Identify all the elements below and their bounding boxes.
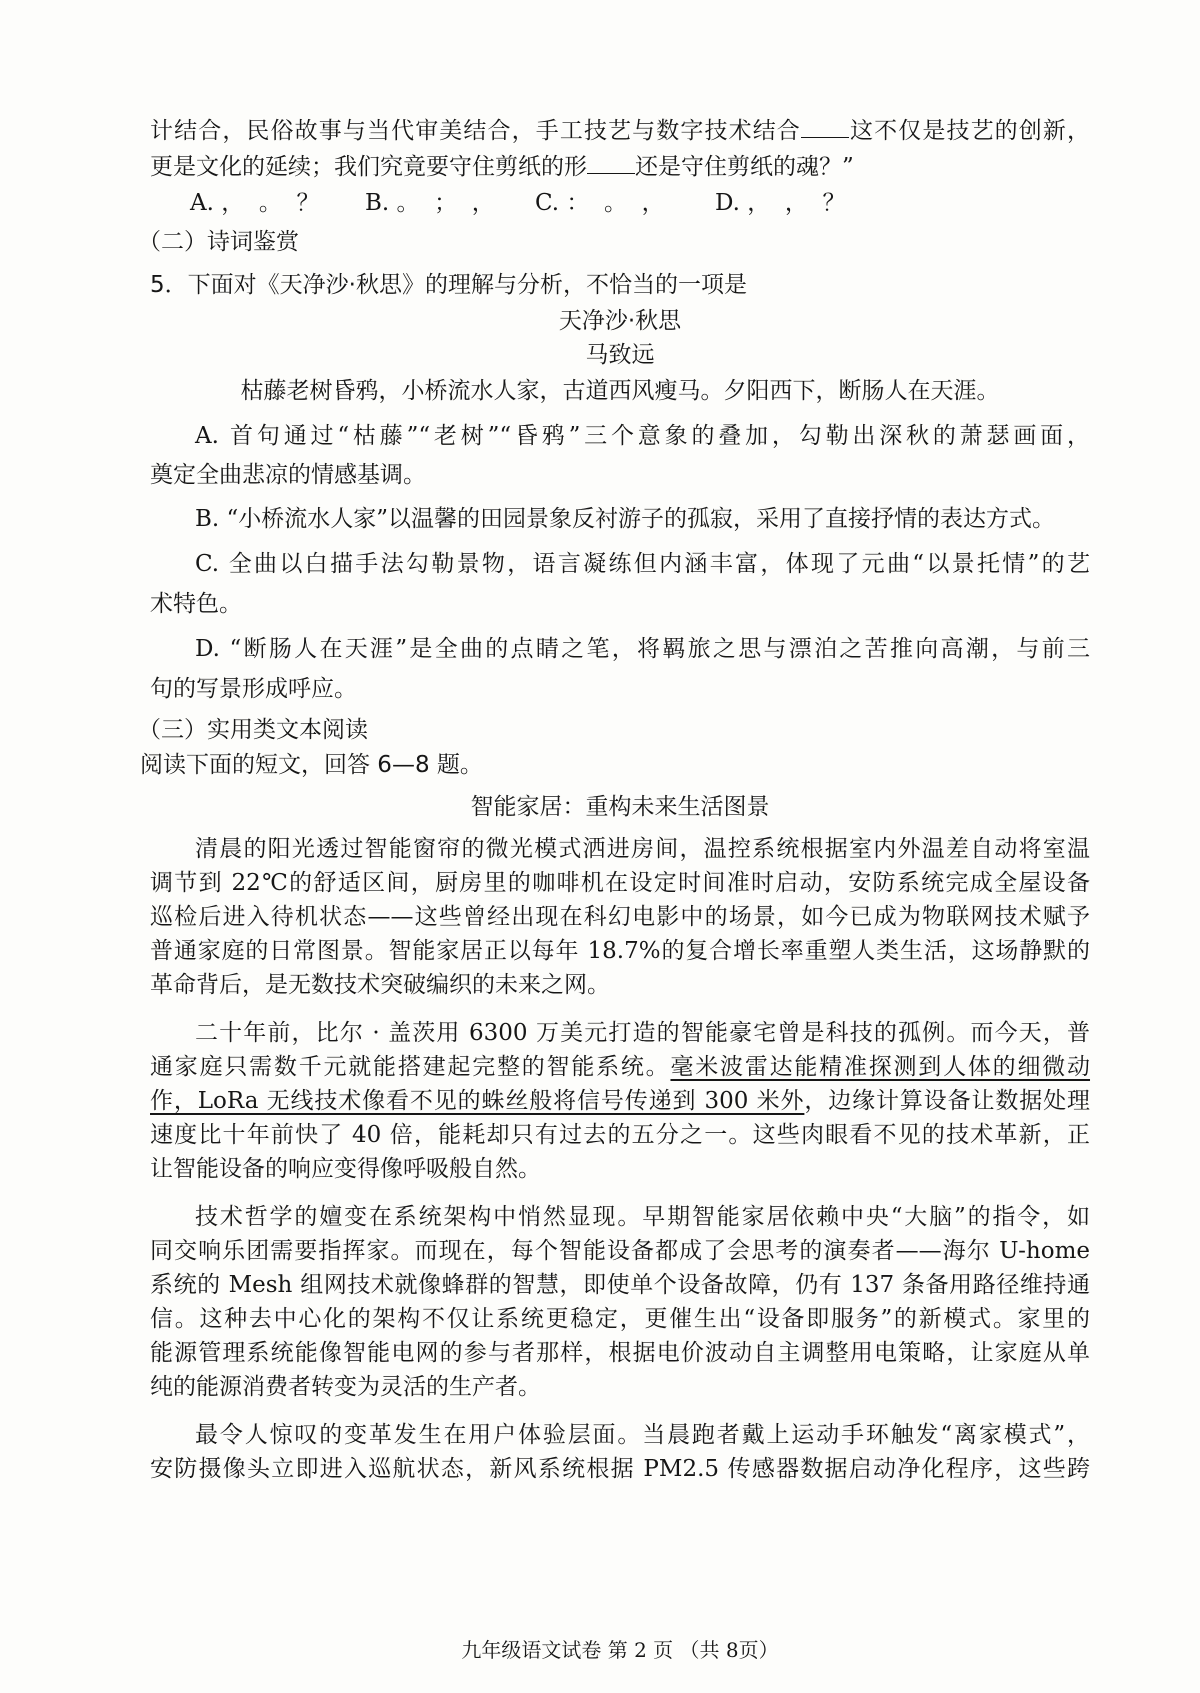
article-p3-line: 能源管理系统能像智能电网的参与者那样，根据电价波动自主调整用电策略，让家庭从单	[150, 1340, 1090, 1366]
q4-option-d: D. ， ， ？	[715, 190, 846, 216]
article-p1-line: 调节到 22℃的舒适区间，厨房里的咖啡机在设定时间准时启动，安防系统完成全屋设备	[150, 870, 1090, 896]
intro-line-2: 更是文化的延续；我们究竟要守住剪纸的形 还是守住剪纸的魂？”	[150, 154, 854, 180]
q5-option-a-line-2: 奠定全曲悲凉的情感基调。	[150, 462, 426, 488]
q4-options	[190, 188, 910, 218]
article-p2-line: 让智能设备的响应变得像呼吸般自然。	[150, 1156, 541, 1182]
article-p3-line: 系统的 Mesh 组网技术就像蜂群的智慧，即使单个设备故障，仍有 137 条备用路径维持通	[150, 1272, 1090, 1298]
article-title: 智能家居：重构未来生活图景	[470, 794, 770, 820]
q4-option-b: B. 。 ； ，	[365, 190, 495, 216]
article-p4-line: 安防摄像头立即进入巡航状态，新风系统根据 PM2.5 传感器数据启动净化程序，这些跨	[150, 1456, 1090, 1482]
article-p1-line: 巡检后进入待机状态——这些曾经出现在科幻电影中的场景，如今已成为物联网技术赋予	[150, 904, 1090, 930]
article-p4-line: 最令人惊叹的变革发生在用户体验层面。当晨跑者戴上运动手环触发“离家模式”，	[195, 1422, 1090, 1448]
article-p1-line: 清晨的阳光透过智能窗帘的微光模式洒进房间，温控系统根据室内外温差自动将室温	[195, 836, 1090, 862]
q5-option-a-line-1: A. 首句通过“枯藤”“老树”“昏鸦”三个意象的叠加，勾勒出深秋的萧瑟画面，	[195, 423, 1090, 449]
poem-author: 马致远	[585, 342, 655, 368]
q5-stem: 5．下面对《天净沙·秋思》的理解与分析，不恰当的一项是	[150, 272, 747, 298]
fill-blank	[801, 117, 849, 138]
article-p1-line: 革命背后，是无数技术突破编织的未来之网。	[150, 972, 610, 998]
article-p2-line: 二十年前，比尔 · 盖茨用 6300 万美元打造的智能豪宅曾是科技的孤例。而今天，普	[195, 1020, 1090, 1046]
q5-option-b: B. “小桥流水人家”以温馨的田园景象反衬游子的孤寂，采用了直接抒情的表达方式。	[195, 506, 1056, 532]
article-p2-line: 速度比十年前快了 40 倍，能耗却只有过去的五分之一。这些肉眼看不见的技术革新，正	[150, 1122, 1090, 1148]
section-2-heading: （二）诗词鉴赏	[138, 229, 299, 255]
fill-blank	[587, 153, 635, 174]
q5-option-c-line-1: C. 全曲以白描手法勾勒景物，语言凝练但内涵丰富，体现了元曲“以景托情”的艺	[195, 551, 1090, 577]
reading-instruction: 阅读下面的短文，回答 6—8 题。	[140, 752, 483, 778]
article-p3-line: 纯的能源消费者转变为灵活的生产者。	[150, 1374, 541, 1400]
q4-option-c: C. ： 。 ，	[535, 190, 665, 216]
underlined-text: 毫米波雷达能精准探测到人体的细微动	[670, 1054, 1091, 1080]
underlined-text: 作，LoRa 无线技术像看不见的蛛丝般将信号传递到 300 米外	[150, 1088, 805, 1114]
article-p1-line: 普通家庭的日常图景。智能家居正以每年 18.7%的复合增长率重塑人类生活，这场静默的	[150, 938, 1090, 964]
q5-option-d-line-1: D. “断肠人在天涯”是全曲的点睛之笔，将羁旅之思与漂泊之苦推向高潮，与前三	[195, 636, 1090, 662]
article-p3-line: 信。这种去中心化的架构不仅让系统更稳定，更催生出“设备即服务”的新模式。家里的	[150, 1306, 1090, 1332]
poem-title: 天净沙·秋思	[558, 308, 682, 334]
article-p2-line: 通家庭只需数千元就能搭建起完整的智能系统。毫米波雷达能精准探测到人体的细微动	[150, 1054, 1091, 1080]
article-p3-line: 技术哲学的嬗变在系统架构中悄然显现。早期智能家居依赖中央“大脑”的指令，如	[195, 1204, 1090, 1230]
intro-line-1: 计结合，民俗故事与当代审美结合，手工技艺与数字技术结合 这不仅是技艺的创新，	[150, 118, 1091, 144]
poem-text: 枯藤老树昏鸦，小桥流水人家，古道西风瘦马。夕阳西下，断肠人在天涯。	[240, 378, 1000, 404]
q5-option-d-line-2: 句的写景形成呼应。	[150, 676, 357, 702]
q5-option-c-line-2: 术特色。	[150, 591, 242, 617]
article-p3-line: 同交响乐团需要指挥家。而现在，每个智能设备都成了会思考的演奏者——海尔 U-home	[150, 1238, 1090, 1264]
article-p2-line: 作，LoRa 无线技术像看不见的蛛丝般将信号传递到 300 米外，边缘计算设备让数据处理	[150, 1088, 1091, 1114]
section-3-heading: （三）实用类文本阅读	[138, 717, 368, 743]
page-footer: 九年级语文试卷 第 2 页 （共 8页）	[461, 1638, 779, 1662]
q4-option-a: A. ， 。 ？	[190, 190, 320, 216]
